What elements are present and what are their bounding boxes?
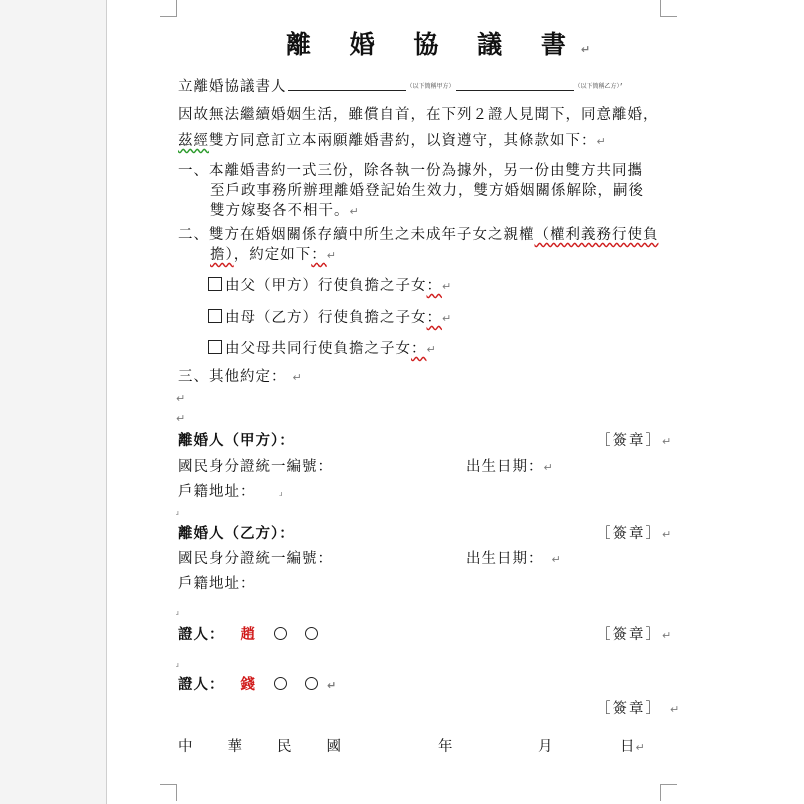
clause-3-text: 三、其他約定： [178,369,287,385]
small-mark-icon: ɹ [279,490,283,498]
party-a-address-label: 戶籍地址： [178,484,256,500]
witness-2-seal-text: ［簽章］ [596,701,662,717]
custody-option-joint [208,340,436,359]
document-title [286,30,590,65]
circle-placeholder-icon [305,627,318,640]
paragraph-mark-icon: ↵ [551,553,561,566]
clause-1-line-3-text: 雙方嫁娶各不相干。 [210,203,350,219]
date-day [620,738,645,757]
custody-option-father-label: 由父（甲方）行使負擔之子女 [225,278,427,294]
party-b-address [178,575,256,593]
paragraph-mark-icon: ↵ [442,280,452,293]
witness-1-seal[interactable] [596,626,671,645]
clause-2-line-2-text: ，約定如下 [233,247,312,263]
intro-line-3-text: 雙方同意訂立本兩願離婚書約，以資遵守，其條款如下： [209,133,597,149]
clause-2-line-1-text: 二、雙方在婚姻關係存續中所生之未成年子女之親權 [178,227,535,243]
party-a-heading: 離婚人（甲方）： [178,432,295,449]
party-b-birth-label: 出生日期： [466,551,544,567]
party-b-address-label: 戶籍地址： [178,576,256,592]
paragraph-mark-icon: ↵ [543,461,553,474]
clause-1-line-1 [178,162,643,180]
date-month: 月 [538,739,554,755]
intro-line-1 [178,78,623,97]
paragraph-mark-icon: ↵ [327,679,337,692]
left-side-strip [0,0,107,804]
party-a-note: （以下簡稱甲方） [406,83,455,90]
paragraph-mark-icon: ↵ [596,135,606,148]
party-b-seal-text: ［簽章］ [596,526,662,542]
clause-2-line-2-paren: 擔） [210,247,234,263]
intro-line-2-text: 因故無法繼續婚姻生活，雖償自首，在下列２證人見聞下，同意離婚， [178,107,659,123]
party-a-id-label: 國民身分證統一編號： [178,459,333,475]
checkbox-mother[interactable] [208,309,222,323]
party-b-seal[interactable] [596,525,671,544]
party-a-birth-label: 出生日期： [466,459,544,475]
clause-2-line-2 [210,246,336,265]
circle-placeholder-icon [274,627,287,640]
witness-2-surname: 錢 [240,676,256,693]
party-b-name-blank[interactable] [456,78,574,91]
paragraph-mark-icon: ↵ [176,392,186,405]
date-day-text: 日 [620,739,636,755]
clause-2-line-2-colon: ： [311,247,327,263]
date-prefix: 中 華 民 國 [178,739,343,755]
title-text: 離 婚 協 議 書 [286,30,581,59]
custody-option-father [208,277,451,296]
paragraph-mark-icon: ↵ [349,205,359,218]
clause-2-line-1 [178,226,659,244]
party-a-name-blank[interactable] [288,78,406,91]
small-mark-icon: ɹ [176,509,179,517]
intro-line-3-keyword: 茲經 [178,133,209,149]
witness-1-label: 證人： [178,626,225,643]
intro-line-3 [178,132,606,151]
paragraph-mark-icon: ↵ [292,371,302,384]
paragraph-mark-icon: ↵ [670,703,680,716]
witness-2-label: 證人： [178,676,225,693]
party-a-seal[interactable] [596,432,671,451]
clause-1-line-1-text: 一、本離婚書約一式三份，除各執一份為據外，另一份由雙方共同攜 [178,163,643,179]
party-b-heading: 離婚人（乙方）： [178,525,295,542]
date-year: 年 [438,739,454,755]
checkbox-father[interactable] [208,277,222,291]
witness-1 [178,626,327,644]
paragraph-mark-icon: ↵ [580,43,591,56]
circle-placeholder-icon [305,677,318,690]
checkbox-joint[interactable] [208,340,222,354]
intro-line-2 [178,106,659,124]
custody-option-mother-label: 由母（乙方）行使負擔之子女 [225,310,427,326]
party-b-id-label: 國民身分證統一編號： [178,551,333,567]
paragraph-mark-icon: ↵ [662,629,672,642]
party-a-address [178,483,282,503]
circle-placeholder-icon [274,677,287,690]
small-mark-icon: ɹ [176,609,179,617]
option-colon: ： [411,341,427,357]
party-a-birth [466,458,553,477]
clause-1-line-2 [210,182,644,200]
witness-1-surname: 趙 [240,626,256,643]
crop-mark-bottom-right [660,784,677,801]
option-colon: ： [426,310,442,326]
crop-mark-top-right [660,0,677,17]
witness-1-seal-text: ［簽章］ [596,627,662,643]
paragraph-mark-icon: ↵ [662,435,672,448]
party-b-birth [466,550,561,569]
crop-mark-top-left [160,0,177,17]
intro-prefix: 立離婚協議書人 [178,79,287,95]
paragraph-mark-icon: ↵ [635,741,645,754]
witness-2 [178,676,336,695]
option-colon: ： [426,278,442,294]
paragraph-mark-icon: ↵ [426,343,436,356]
custody-option-joint-label: 由父母共同行使負擔之子女 [225,341,411,357]
party-b-note: （以下簡稱乙方） [574,83,620,90]
small-mark-icon: ɹ [176,661,179,669]
paragraph-mark-icon: ↵ [176,412,186,425]
clause-2-line-1-paren: （權利義務行使負 [534,227,659,243]
witness-2-seal[interactable] [596,700,679,719]
clause-3 [178,368,302,387]
clause-1-line-2-text: 至戶政事務所辦理離婚登記始生效力，雙方婚姻關係解除，嗣後 [210,183,644,199]
crop-mark-bottom-left [160,784,177,801]
party-a-seal-text: ［簽章］ [596,433,662,449]
paragraph-mark-icon: ↵ [326,249,336,262]
mark-icon: ’ [619,81,624,94]
paragraph-mark-icon: ↵ [442,312,452,325]
clause-1-line-3 [210,202,359,221]
custody-option-mother [208,309,451,328]
paragraph-mark-icon: ↵ [662,528,672,541]
